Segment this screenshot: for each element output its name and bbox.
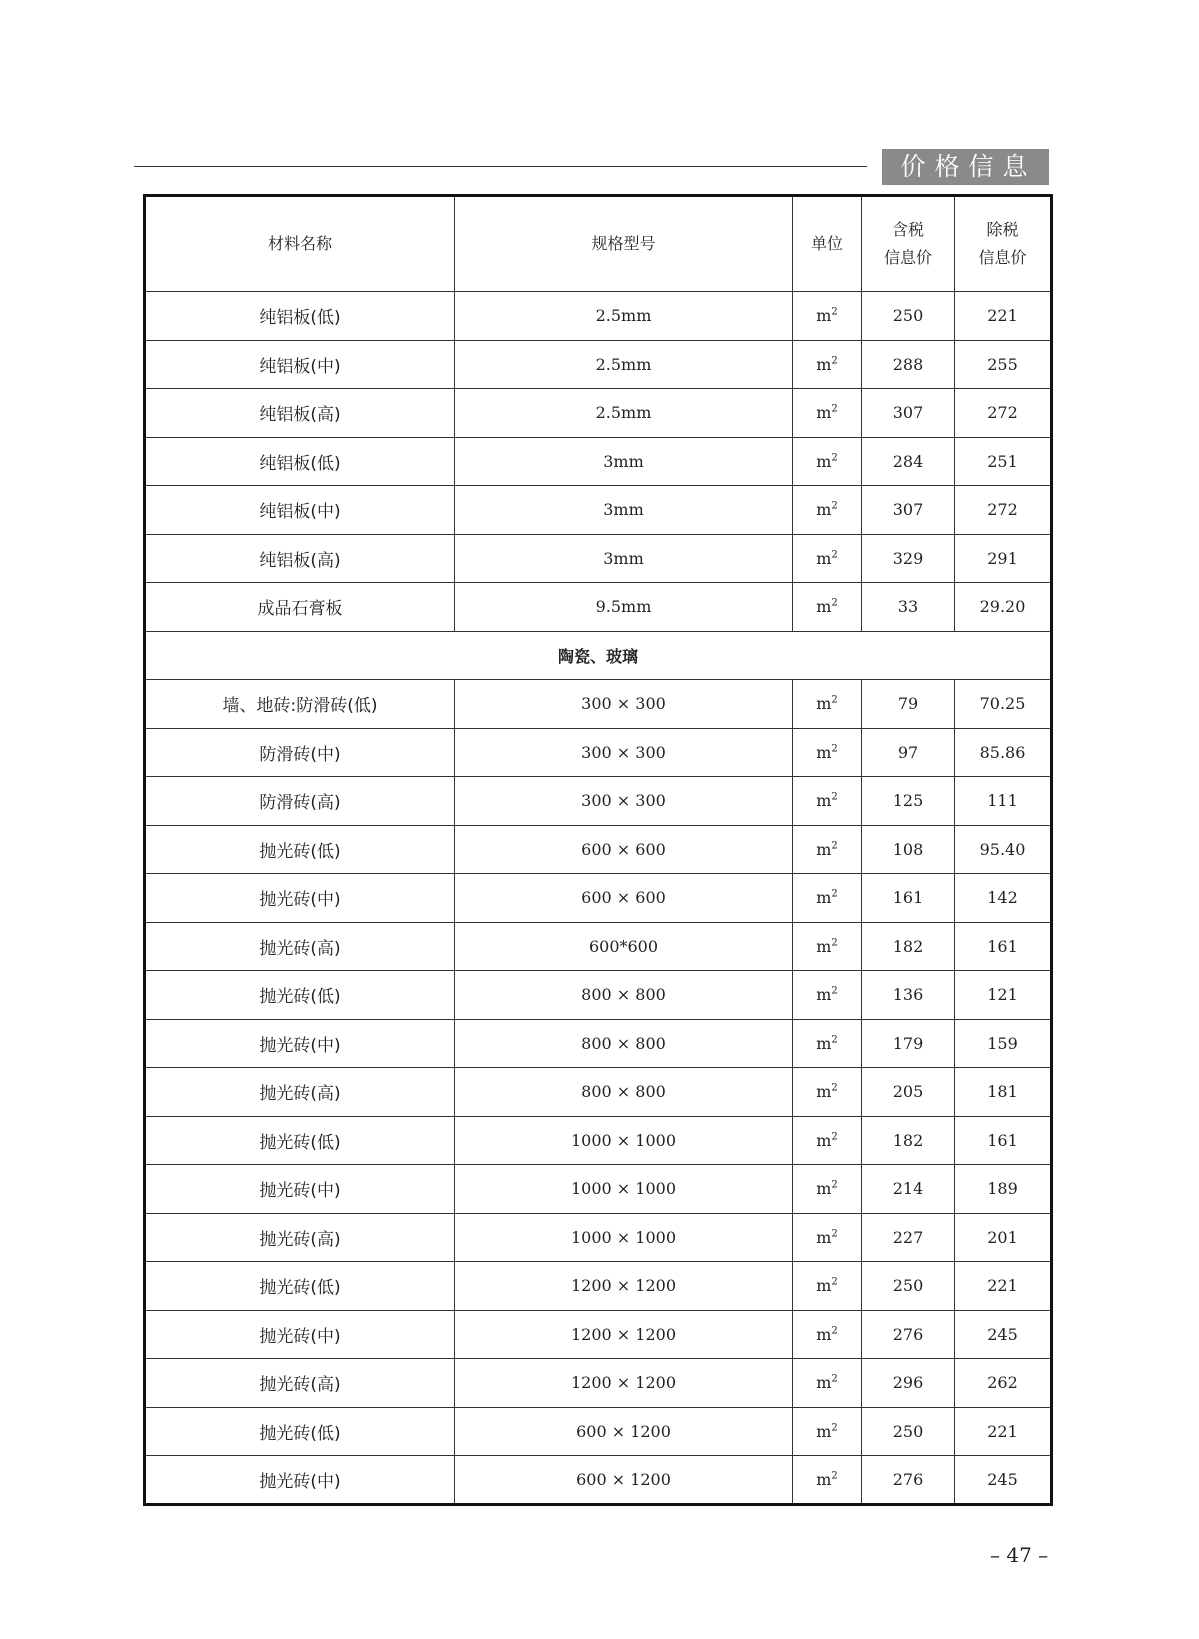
section-title: 价格信息 xyxy=(882,149,1049,185)
unit-base: m xyxy=(816,839,832,859)
unit-exponent: 2 xyxy=(831,1228,838,1240)
cell-price-tax: 288 xyxy=(862,340,955,389)
cell-name: 纯铝板(高) xyxy=(145,534,455,583)
table-row xyxy=(145,1407,1052,1456)
cell-spec: 9.5mm xyxy=(455,583,793,632)
cell-spec: 1000 × 1000 xyxy=(455,1213,793,1262)
cell-spec: 800 × 800 xyxy=(455,1068,793,1117)
cell-spec: 600 × 1200 xyxy=(455,1456,793,1505)
table-row xyxy=(145,825,1052,874)
table-row xyxy=(145,1213,1052,1262)
unit-exponent: 2 xyxy=(831,452,838,464)
cell-spec: 2.5mm xyxy=(455,389,793,438)
cell-price-notax: 221 xyxy=(955,1407,1052,1456)
unit-exponent: 2 xyxy=(831,985,838,997)
unit-exponent: 2 xyxy=(831,403,838,415)
unit-base: m xyxy=(816,1130,832,1150)
cell-name: 抛光砖(中) xyxy=(145,1019,455,1068)
cell-name: 抛光砖(低) xyxy=(145,971,455,1020)
cell-price-tax: 125 xyxy=(862,777,955,826)
page-number: – 47 – xyxy=(990,1543,1049,1567)
table-row xyxy=(145,922,1052,971)
unit-base: m xyxy=(816,1421,832,1441)
cell-price-tax: 276 xyxy=(862,1310,955,1359)
unit-exponent: 2 xyxy=(831,1373,838,1385)
unit-exponent: 2 xyxy=(831,840,838,852)
unit-exponent: 2 xyxy=(831,1470,838,1482)
table-row xyxy=(145,1262,1052,1311)
table-row xyxy=(145,874,1052,923)
cell-price-notax: 221 xyxy=(955,292,1052,341)
cell-price-tax: 136 xyxy=(862,971,955,1020)
cell-price-notax: 121 xyxy=(955,971,1052,1020)
cell-unit xyxy=(793,389,862,438)
unit-base: m xyxy=(816,791,832,811)
cell-unit xyxy=(793,728,862,777)
cell-spec: 1000 × 1000 xyxy=(455,1116,793,1165)
table-row xyxy=(145,340,1052,389)
table-row xyxy=(145,777,1052,826)
cell-unit xyxy=(793,292,862,341)
cell-unit xyxy=(793,1310,862,1359)
unit-exponent: 2 xyxy=(831,1179,838,1191)
cell-price-tax: 179 xyxy=(862,1019,955,1068)
cell-unit xyxy=(793,583,862,632)
unit-base: m xyxy=(816,500,832,520)
cell-unit xyxy=(793,825,862,874)
cell-spec: 1000 × 1000 xyxy=(455,1165,793,1214)
unit-exponent: 2 xyxy=(831,888,838,900)
cell-price-tax: 182 xyxy=(862,922,955,971)
cell-name: 纯铝板(高) xyxy=(145,389,455,438)
table-header-row xyxy=(145,196,1052,292)
cell-unit xyxy=(793,1165,862,1214)
cell-unit xyxy=(793,1407,862,1456)
table-row xyxy=(145,728,1052,777)
table-row xyxy=(145,486,1052,535)
cell-price-tax: 250 xyxy=(862,1262,955,1311)
cell-price-notax: 70.25 xyxy=(955,680,1052,729)
cell-price-notax: 262 xyxy=(955,1359,1052,1408)
table-row xyxy=(145,1359,1052,1408)
cell-price-notax: 251 xyxy=(955,437,1052,486)
cell-unit xyxy=(793,922,862,971)
cell-name: 抛光砖(高) xyxy=(145,922,455,971)
cell-spec: 600*600 xyxy=(455,922,793,971)
cell-spec: 800 × 800 xyxy=(455,971,793,1020)
cell-name: 抛光砖(高) xyxy=(145,1359,455,1408)
table-row xyxy=(145,1068,1052,1117)
col-header-price-notax-line2: 信息价 xyxy=(978,248,1027,267)
unit-base: m xyxy=(816,1179,832,1199)
table-row xyxy=(145,1456,1052,1505)
cell-price-tax: 307 xyxy=(862,486,955,535)
cell-name: 防滑砖(高) xyxy=(145,777,455,826)
col-header-spec: 规格型号 xyxy=(455,196,793,292)
section-label: 陶瓷、玻璃 xyxy=(145,631,1052,680)
unit-base: m xyxy=(816,597,832,617)
table-row xyxy=(145,1019,1052,1068)
col-header-name: 材料名称 xyxy=(145,196,455,292)
cell-price-notax: 255 xyxy=(955,340,1052,389)
cell-price-tax: 161 xyxy=(862,874,955,923)
unit-exponent: 2 xyxy=(831,1325,838,1337)
unit-base: m xyxy=(816,888,832,908)
cell-name: 抛光砖(高) xyxy=(145,1068,455,1117)
table-row xyxy=(145,1116,1052,1165)
cell-price-notax: 85.86 xyxy=(955,728,1052,777)
cell-price-tax: 205 xyxy=(862,1068,955,1117)
cell-price-notax: 272 xyxy=(955,389,1052,438)
cell-price-notax: 142 xyxy=(955,874,1052,923)
cell-spec: 2.5mm xyxy=(455,340,793,389)
cell-price-notax: 159 xyxy=(955,1019,1052,1068)
cell-spec: 3mm xyxy=(455,486,793,535)
cell-unit xyxy=(793,437,862,486)
unit-exponent: 2 xyxy=(831,1082,838,1094)
cell-price-notax: 291 xyxy=(955,534,1052,583)
col-header-price-tax-line2: 信息价 xyxy=(883,248,932,267)
cell-unit xyxy=(793,1262,862,1311)
unit-exponent: 2 xyxy=(831,937,838,949)
table-row xyxy=(145,437,1052,486)
cell-name: 抛光砖(低) xyxy=(145,1116,455,1165)
cell-name: 抛光砖(中) xyxy=(145,1310,455,1359)
cell-unit xyxy=(793,1359,862,1408)
cell-name: 成品石膏板 xyxy=(145,583,455,632)
cell-price-tax: 250 xyxy=(862,292,955,341)
cell-price-tax: 250 xyxy=(862,1407,955,1456)
cell-spec: 1200 × 1200 xyxy=(455,1262,793,1311)
cell-name: 纯铝板(中) xyxy=(145,340,455,389)
table-row xyxy=(145,534,1052,583)
cell-price-tax: 214 xyxy=(862,1165,955,1214)
cell-unit xyxy=(793,534,862,583)
cell-unit xyxy=(793,1019,862,1068)
unit-base: m xyxy=(816,936,832,956)
unit-exponent: 2 xyxy=(831,500,838,512)
unit-base: m xyxy=(816,1324,832,1344)
unit-exponent: 2 xyxy=(831,597,838,609)
cell-price-tax: 276 xyxy=(862,1456,955,1505)
col-header-price-notax xyxy=(955,196,1052,292)
unit-base: m xyxy=(816,1082,832,1102)
table-body xyxy=(145,292,1052,1505)
cell-price-notax: 272 xyxy=(955,486,1052,535)
cell-unit xyxy=(793,680,862,729)
table-row xyxy=(145,1310,1052,1359)
cell-price-notax: 29.20 xyxy=(955,583,1052,632)
cell-unit xyxy=(793,1068,862,1117)
cell-price-notax: 161 xyxy=(955,1116,1052,1165)
unit-exponent: 2 xyxy=(831,355,838,367)
cell-name: 纯铝板(中) xyxy=(145,486,455,535)
cell-spec: 3mm xyxy=(455,437,793,486)
col-header-price-notax-line1: 除税 xyxy=(986,220,1019,239)
cell-price-tax: 79 xyxy=(862,680,955,729)
cell-price-notax: 245 xyxy=(955,1310,1052,1359)
cell-name: 纯铝板(低) xyxy=(145,292,455,341)
unit-base: m xyxy=(816,306,832,326)
cell-price-tax: 227 xyxy=(862,1213,955,1262)
cell-price-tax: 33 xyxy=(862,583,955,632)
cell-price-tax: 307 xyxy=(862,389,955,438)
cell-price-tax: 108 xyxy=(862,825,955,874)
unit-exponent: 2 xyxy=(831,306,838,318)
cell-name: 抛光砖(低) xyxy=(145,1407,455,1456)
col-header-unit: 单位 xyxy=(793,196,862,292)
cell-price-notax: 221 xyxy=(955,1262,1052,1311)
unit-exponent: 2 xyxy=(831,743,838,755)
cell-spec: 600 × 1200 xyxy=(455,1407,793,1456)
unit-exponent: 2 xyxy=(831,791,838,803)
unit-base: m xyxy=(816,1469,832,1489)
cell-unit xyxy=(793,340,862,389)
table-row xyxy=(145,1165,1052,1214)
unit-base: m xyxy=(816,742,832,762)
col-header-price-tax-line1: 含税 xyxy=(891,220,924,239)
cell-unit xyxy=(793,1116,862,1165)
table-row xyxy=(145,971,1052,1020)
cell-unit xyxy=(793,1456,862,1505)
cell-spec: 1200 × 1200 xyxy=(455,1310,793,1359)
unit-exponent: 2 xyxy=(831,1034,838,1046)
cell-name: 抛光砖(中) xyxy=(145,1165,455,1214)
cell-price-notax: 95.40 xyxy=(955,825,1052,874)
unit-exponent: 2 xyxy=(831,1131,838,1143)
cell-name: 抛光砖(低) xyxy=(145,825,455,874)
cell-spec: 600 × 600 xyxy=(455,825,793,874)
price-table xyxy=(143,194,1053,1506)
cell-unit xyxy=(793,486,862,535)
cell-spec: 300 × 300 xyxy=(455,728,793,777)
cell-price-notax: 245 xyxy=(955,1456,1052,1505)
cell-spec: 2.5mm xyxy=(455,292,793,341)
unit-base: m xyxy=(816,1276,832,1296)
cell-spec: 1200 × 1200 xyxy=(455,1359,793,1408)
unit-exponent: 2 xyxy=(831,694,838,706)
cell-price-notax: 189 xyxy=(955,1165,1052,1214)
unit-base: m xyxy=(816,354,832,374)
cell-name: 抛光砖(高) xyxy=(145,1213,455,1262)
unit-base: m xyxy=(816,1373,832,1393)
col-header-price-tax xyxy=(862,196,955,292)
cell-name: 纯铝板(低) xyxy=(145,437,455,486)
cell-spec: 3mm xyxy=(455,534,793,583)
cell-price-notax: 111 xyxy=(955,777,1052,826)
cell-price-tax: 296 xyxy=(862,1359,955,1408)
cell-name: 抛光砖(低) xyxy=(145,1262,455,1311)
cell-name: 抛光砖(中) xyxy=(145,874,455,923)
unit-base: m xyxy=(816,548,832,568)
cell-spec: 800 × 800 xyxy=(455,1019,793,1068)
unit-base: m xyxy=(816,694,832,714)
cell-spec: 600 × 600 xyxy=(455,874,793,923)
unit-base: m xyxy=(816,1033,832,1053)
unit-base: m xyxy=(816,451,832,471)
section-row xyxy=(145,631,1052,680)
unit-base: m xyxy=(816,1227,832,1247)
table-row xyxy=(145,292,1052,341)
cell-unit xyxy=(793,1213,862,1262)
cell-name: 防滑砖(中) xyxy=(145,728,455,777)
cell-spec: 300 × 300 xyxy=(455,680,793,729)
cell-price-tax: 284 xyxy=(862,437,955,486)
table-row xyxy=(145,583,1052,632)
cell-unit xyxy=(793,777,862,826)
cell-price-notax: 161 xyxy=(955,922,1052,971)
table-row xyxy=(145,389,1052,438)
cell-price-notax: 181 xyxy=(955,1068,1052,1117)
cell-price-notax: 201 xyxy=(955,1213,1052,1262)
cell-name: 墙、地砖:防滑砖(低) xyxy=(145,680,455,729)
cell-price-tax: 182 xyxy=(862,1116,955,1165)
cell-price-tax: 97 xyxy=(862,728,955,777)
cell-price-tax: 329 xyxy=(862,534,955,583)
table-row xyxy=(145,680,1052,729)
header-rule xyxy=(134,166,867,167)
cell-unit xyxy=(793,874,862,923)
unit-base: m xyxy=(816,403,832,423)
cell-unit xyxy=(793,971,862,1020)
unit-base: m xyxy=(816,985,832,1005)
unit-exponent: 2 xyxy=(831,1276,838,1288)
unit-exponent: 2 xyxy=(831,1422,838,1434)
cell-spec: 300 × 300 xyxy=(455,777,793,826)
cell-name: 抛光砖(中) xyxy=(145,1456,455,1505)
unit-exponent: 2 xyxy=(831,549,838,561)
